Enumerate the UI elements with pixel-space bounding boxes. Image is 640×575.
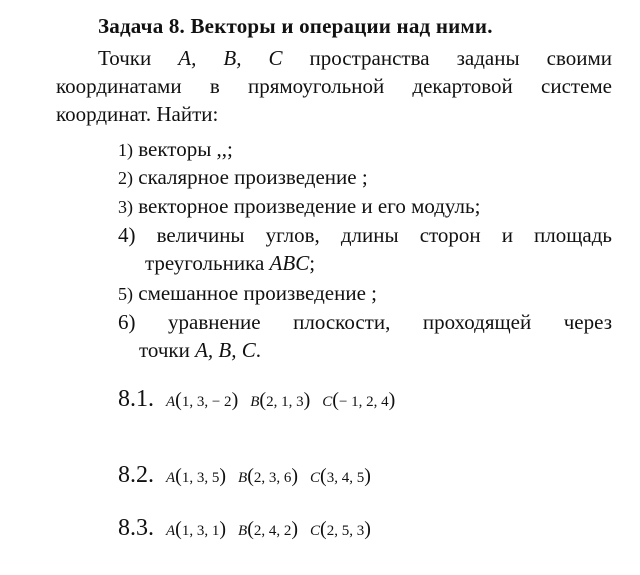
list-item-number: 5) [118, 284, 133, 304]
list-item-number: 2) [118, 168, 133, 188]
list-item-4-continuation [145, 249, 315, 277]
list-item-cont-end: ; [309, 251, 316, 275]
point-a: A(1, 3, 1) [166, 518, 227, 540]
point-b: B(2, 1, 3) [250, 389, 311, 411]
problem-8-2 [118, 462, 371, 489]
point-b: B(2, 3, 6) [238, 465, 299, 487]
intro-points: A, B, C [178, 46, 283, 70]
list-item-text: смешанное произведение ; [133, 281, 377, 305]
point-coords: 2, 3, 6 [253, 470, 292, 486]
list-item-number: 1) [118, 140, 133, 160]
point-coords: 2, 1, 3 [266, 394, 304, 410]
task-intro [56, 44, 612, 128]
points-names: A, B, C [195, 338, 256, 362]
list-item-1 [118, 135, 233, 164]
point-coords: 1, 3, 5 [181, 470, 220, 486]
problem-label: 8.3. [118, 515, 154, 541]
list-item-text: уравнение плоскости, проходящей через [135, 310, 612, 334]
point-coords: 3, 4, 5 [326, 470, 365, 486]
point-c: C(3, 4, 5) [310, 465, 371, 487]
task-title: Задача 8. Векторы и операции над ними. [98, 14, 493, 38]
list-item-6 [118, 308, 612, 336]
problem-label: 8.2. [118, 462, 154, 488]
list-item-5 [118, 279, 377, 308]
intro-text-start: Точки [98, 46, 179, 70]
point-coords: 1, 3, 1 [181, 523, 220, 539]
point-b: B(2, 4, 2) [238, 518, 299, 540]
point-a: A(1, 3, − 2) [166, 389, 239, 411]
list-item-text: величины углов, длины сторон и площадь [135, 223, 612, 247]
intro-text-end: пространства заданы своими координатами в прямоугольной декартовой системе координат. Найти: [56, 46, 612, 126]
list-item-cont-text: точки [139, 338, 196, 362]
point-coords: 2, 5, 3 [326, 523, 365, 539]
list-item-2 [118, 163, 368, 192]
point-c: C(− 1, 2, 4) [322, 389, 396, 411]
point-coords: 2, 4, 2 [253, 523, 292, 539]
list-item-6-continuation [139, 336, 261, 364]
list-item-cont-text: треугольника [145, 251, 270, 275]
point-coords: − 1, 2, 4 [338, 394, 389, 410]
list-item-3 [118, 192, 480, 221]
list-item-text: векторное произведение и его модуль; [133, 194, 481, 218]
list-item-number: 4) [118, 223, 136, 247]
point-c: C(2, 5, 3) [310, 518, 371, 540]
problem-8-1 [118, 386, 395, 413]
problem-label: 8.1. [118, 386, 154, 412]
point-coords: 1, 3, − 2 [181, 394, 232, 410]
point-a: A(1, 3, 5) [166, 465, 227, 487]
list-item-cont-end: . [255, 338, 262, 362]
list-item-text: скалярное произведение ; [133, 165, 368, 189]
triangle-name: ABC [269, 251, 310, 275]
problem-8-3 [118, 515, 371, 542]
list-item-number: 3) [118, 197, 133, 217]
list-item-number: 6) [118, 310, 136, 334]
list-item-4 [118, 221, 612, 249]
list-item-text: векторы ,,; [133, 137, 233, 161]
